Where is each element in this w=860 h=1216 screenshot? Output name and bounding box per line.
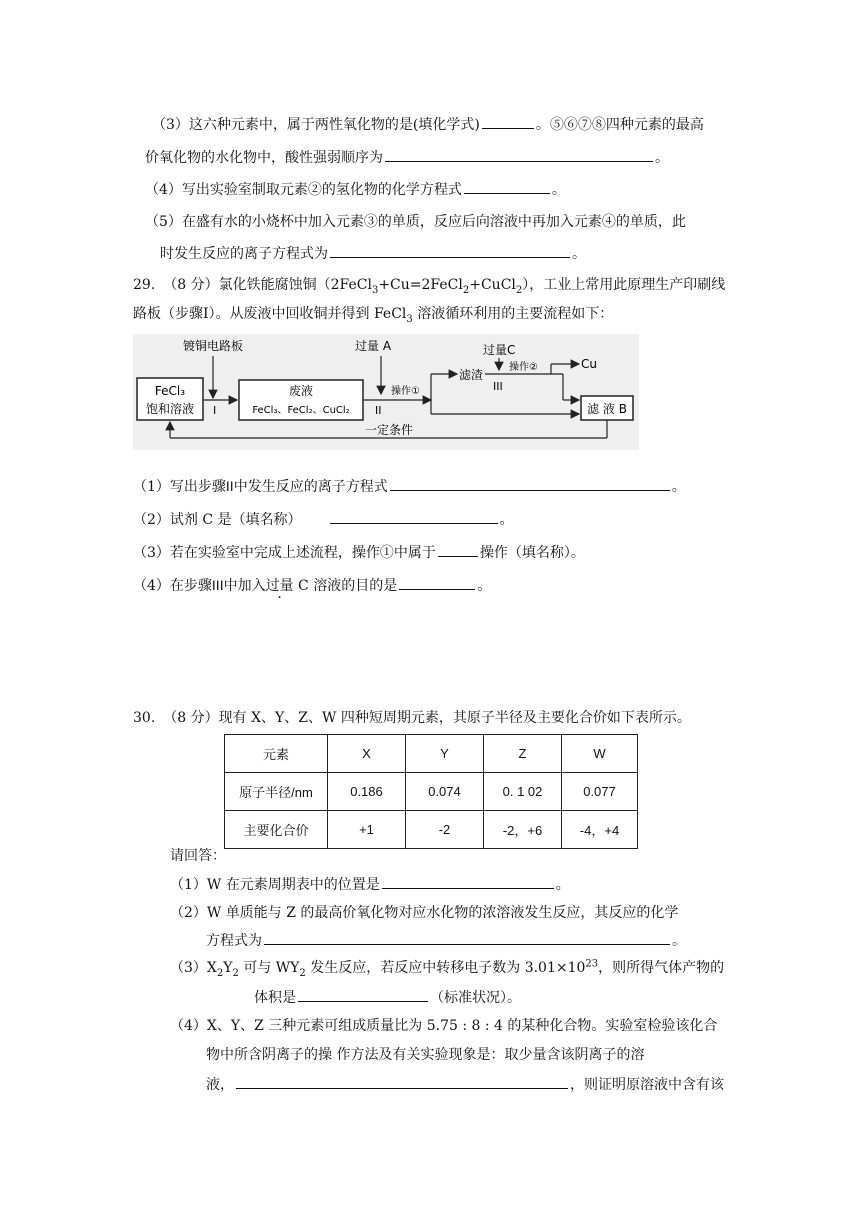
answer-blank[interactable]: [264, 930, 670, 945]
saturated-solution-label: 饱和溶液: [145, 402, 195, 416]
table-header-cell: 元素: [225, 735, 328, 773]
excess-c-label: 过量C: [483, 343, 516, 357]
excess-a-label: 过量 A: [355, 339, 392, 353]
q29-part2: （2）试剂 C 是（填名称） 。: [133, 509, 514, 530]
cu-label: Cu: [581, 357, 597, 371]
q29-intro-line1: 29. （8 分）氯化铁能腐蚀铜（2FeCl$_3$+Cu=2FeCl$_2$+CuCl$_2$），工业上常用此原理生产印刷线: [133, 277, 726, 296]
answer-blank[interactable]: [385, 147, 653, 162]
element-data-table: [224, 734, 638, 849]
table-header-cell: Y: [406, 735, 484, 773]
table-cell: 0.074: [406, 773, 484, 811]
answer-blank[interactable]: [298, 987, 428, 1002]
table-cell: 主要化合价: [225, 811, 328, 849]
step3-label: III: [493, 380, 503, 393]
q30-part3-line2: 体积是 （标准状况）。: [254, 987, 521, 1008]
q30-part2-line2: 方程式为 。: [206, 930, 686, 951]
filtrate-b-label: 滤 液 B: [587, 402, 627, 416]
answer-blank[interactable]: [330, 243, 570, 258]
plating-label: 镀铜电路板: [183, 339, 244, 353]
answer-blank[interactable]: [438, 542, 478, 557]
table-row: [225, 811, 638, 849]
flow-chart-svg: [133, 334, 639, 450]
residue-label: 滤渣: [459, 368, 484, 382]
q29-intro-line2: 路板（步骤Ⅰ）。从废液中回收铜并得到 FeCl$_3$ 溶液循环利用的主要流程如下：: [133, 306, 614, 325]
q29-part3: （3）若在实验室中完成上述流程，操作①中属于 操作（填名称）。: [133, 542, 585, 563]
table-cell: 0.186: [328, 773, 406, 811]
answer-blank[interactable]: [382, 874, 554, 889]
q29-part4: （4）在步骤III中加入过量 C 溶液的目的是 。: [133, 577, 492, 594]
table-cell: 0.077: [562, 773, 638, 811]
table-header-cell: W: [562, 735, 638, 773]
answer-blank[interactable]: [390, 476, 670, 491]
emphasized-text: 过量: [265, 578, 294, 594]
q30-part3-line1: $(3)X_2Y_2$ 可与 $WY_2$ 发生反应，若反应中转移电子数为 $3.01\times 10^{23}$，则所得气体产物的: [170, 958, 725, 979]
q30-ask: 请回答：: [170, 848, 226, 864]
table-cell: 原子半径/nm: [225, 773, 328, 811]
waste-composition-label: FeCl₃、FeCl₂、CuCl₂: [252, 405, 350, 416]
q30-part4-line1: （4）X、Y、Z 三种元素可组成质量比为 5.75 : 8 : 4 的某种化合物。实验室检验该化合: [170, 1018, 718, 1034]
waste-liquid-label: 废液: [288, 384, 314, 398]
table-cell: 0. 1 02: [484, 773, 562, 811]
q30-part2-line1: （2）W 单质能与 Z 的最高价氧化物对应水化物的浓溶液发生反应，其反应的化学: [170, 905, 679, 921]
answer-blank[interactable]: [330, 509, 498, 524]
operation1-label: 操作①: [391, 386, 420, 397]
q30-part4-line3: 液， ，则证明原溶液中含有该: [206, 1074, 724, 1095]
q30-part1: （1）W 在元素周期表中的位置是 。: [170, 874, 570, 895]
table-header-cell: Z: [484, 735, 562, 773]
answer-blank[interactable]: [399, 575, 475, 590]
answer-blank[interactable]: [464, 179, 550, 194]
answer-blank[interactable]: [482, 114, 534, 129]
q28-part3-line1: （3）这六种元素中，属于两性氧化物的是(填化学式) 。⑤⑥⑦⑧四种元素的最高: [152, 114, 704, 135]
process-flow-diagram: [133, 334, 639, 450]
q28-part4: （4）写出实验室制取元素②的氢化物的化学方程式 。: [145, 179, 566, 200]
table-cell: +1: [328, 811, 406, 849]
fecl3-label: FeCl₃: [154, 384, 186, 398]
table-cell: -4，+4: [562, 811, 638, 849]
q29-part1: （1）写出步骤II中发生反应的离子方程式 。: [133, 478, 686, 495]
step1-label: I: [213, 404, 217, 417]
q28-part5-line2: 时发生反应的离子方程式为 。: [160, 243, 586, 264]
table-header-cell: X: [328, 735, 406, 773]
condition-label: 一定条件: [365, 423, 414, 437]
answer-blank[interactable]: [236, 1074, 568, 1089]
operation2-label: 操作②: [509, 362, 538, 373]
table-cell: -2，+6: [484, 811, 562, 849]
q28-part3-line2: 价氧化物的水化物中，酸性强弱顺序为 。: [145, 147, 669, 168]
table-header-row: [225, 735, 638, 773]
step2-label: II: [375, 404, 382, 417]
q30-part4-line2: 物中所含阴离子的操 作方法及有关实验现象是：取少量含该阴离子的溶: [206, 1047, 645, 1063]
table-row: [225, 773, 638, 811]
table-cell: -2: [406, 811, 484, 849]
q28-part5-line1: （5）在盛有水的小烧杯中加入元素③的单质，反应后向溶液中再加入元素④的单质，此: [145, 214, 686, 230]
q30-intro: 30. （8 分）现有 X、Y、Z、W 四种短周期元素，其原子半径及主要化合价如下表所示。: [133, 710, 691, 726]
